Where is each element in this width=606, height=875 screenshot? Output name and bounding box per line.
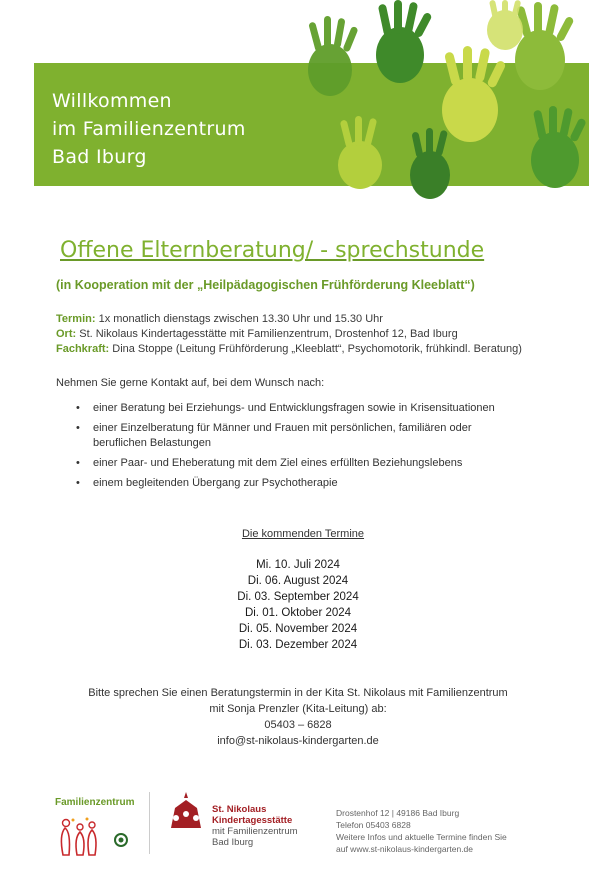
banner-title-line: im Familienzentrum <box>52 118 246 140</box>
handprint-icon <box>487 0 523 50</box>
handprint-icon <box>308 16 359 96</box>
list-item-text: einem begleitenden Übergang zur Psychotherapie <box>93 477 338 489</box>
banner-title-line: Bad Iburg <box>52 146 147 168</box>
date-item: Di. 03. September 2024 <box>237 591 359 603</box>
handprint-icon <box>531 106 587 188</box>
list-item <box>76 456 516 471</box>
info-value: St. Nikolaus Kindertagesstätte mit Familienzentrum, Drostenhof 12, Bad Iburg <box>79 328 458 340</box>
info-label: Ort: <box>56 328 77 340</box>
contact-line: mit Sonja Prenzler (Kita-Leitung) ab: <box>209 703 387 715</box>
kita-name-line: St. Nikolaus <box>212 804 267 815</box>
dates-list <box>0 557 596 653</box>
contact-phone: 05403 – 6828 <box>264 719 332 731</box>
list-item-text: einer Beratung bei Erziehungs- und Entwicklungsfragen sowie in Krisensituationen <box>93 402 495 414</box>
info-value: Dina Stoppe (Leitung Frühförderung „Kleeblatt“, Psychomotorik, frühkindl. Beratung) <box>112 343 522 355</box>
contact-line: Bitte sprechen Sie einen Beratungstermin in der Kita St. Nikolaus mit Familienzentrum <box>88 687 508 699</box>
page-heading: Offene Elternberatung/ - sprechstunde <box>60 238 485 263</box>
bullet-icon: • <box>76 402 80 414</box>
bullet-list <box>76 401 516 496</box>
info-label: Fachkraft: <box>56 343 110 355</box>
intro-text: Nehmen Sie gerne Kontakt auf, bei dem Wunsch nach: <box>56 377 325 389</box>
date-item: Di. 03. Dezember 2024 <box>238 639 358 651</box>
handprint-icon <box>442 46 507 142</box>
handprint-icon <box>376 0 433 83</box>
contact-block <box>0 685 596 749</box>
date-item: Di. 06. August 2024 <box>247 575 349 587</box>
bullet-icon: • <box>76 457 80 469</box>
footer-divider <box>149 792 150 854</box>
page-subheading: (in Kooperation mit der „Heilpädagogischen Frühförderung Kleeblatt“) <box>56 278 475 292</box>
banner-title-line: Willkommen <box>52 90 172 112</box>
address-line: Weitere Infos und aktuelle Termine finden Sie <box>336 832 507 842</box>
info-row-ort <box>56 327 522 342</box>
kita-name-line: Bad Iburg <box>212 837 254 848</box>
list-item <box>76 476 516 491</box>
list-item <box>76 401 516 416</box>
list-item <box>76 421 516 451</box>
familienzentrum-logo-label: Familienzentrum <box>55 797 135 808</box>
kita-logo-icon <box>165 790 207 830</box>
date-item: Mi. 10. Juli 2024 <box>256 559 340 571</box>
kita-name <box>212 804 298 848</box>
info-label: Termin: <box>56 313 96 325</box>
bullet-icon: • <box>76 422 80 434</box>
date-item: Di. 01. Oktober 2024 <box>244 607 352 619</box>
footer-address <box>336 807 507 855</box>
bullet-icon: • <box>76 477 80 489</box>
handprint-icon <box>338 116 382 189</box>
address-line: Drostenhof 12 | 49186 Bad Iburg <box>336 808 460 818</box>
info-value: 1x monatlich dienstags zwischen 13.30 Uhr und 15.30 Uhr <box>98 313 383 325</box>
contact-email[interactable]: info@st-nikolaus-kindergarten.de <box>217 735 379 747</box>
address-line: Telefon 05403 6828 <box>336 820 411 830</box>
info-row-fachkraft <box>56 342 522 357</box>
kita-name-line: Kindertagesstätte <box>212 815 293 826</box>
date-item: Di. 05. November 2024 <box>238 623 358 635</box>
info-row-termin <box>56 312 522 327</box>
kita-name-line: mit Familienzentrum <box>212 826 298 837</box>
handprint-icon <box>515 2 575 90</box>
banner-title <box>52 87 246 171</box>
handprint-icon <box>410 128 450 199</box>
address-line[interactable]: auf www.st-nikolaus-kindergarten.de <box>336 844 474 854</box>
list-item-text: einer Paar- und Eheberatung mit dem Ziel eines erfüllten Beziehungslebens <box>93 457 463 469</box>
info-block <box>56 312 522 357</box>
familienzentrum-logo-icon <box>55 810 145 860</box>
dates-title: Die kommenden Termine <box>241 528 365 540</box>
list-item-text: einer Einzelberatung für Männer und Frauen mit persönlichen, familiären oder beruflichen Belastungen <box>93 422 472 449</box>
